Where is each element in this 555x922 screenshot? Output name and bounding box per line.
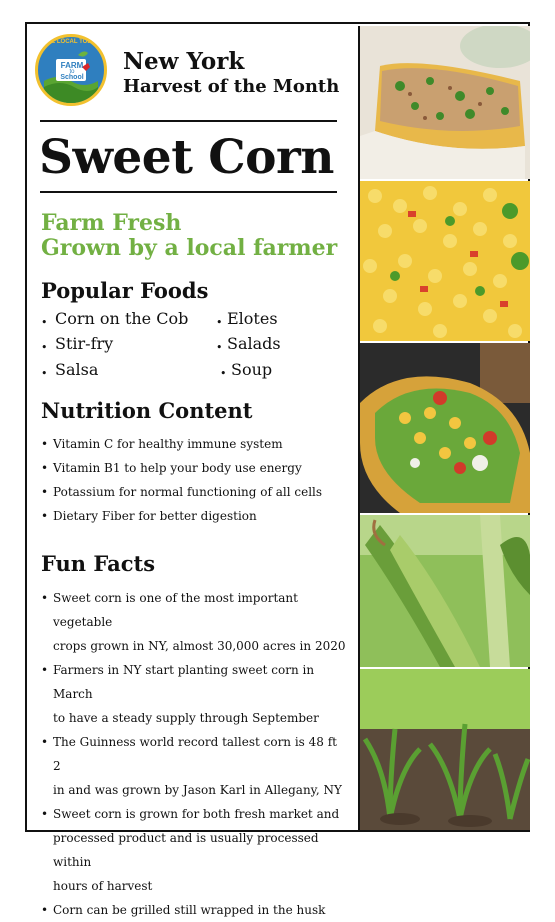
bullet: • bbox=[220, 367, 227, 380]
photo-column bbox=[358, 26, 530, 830]
bullet: • bbox=[41, 367, 48, 380]
farm-to-school-logo bbox=[35, 34, 107, 106]
bullet: • bbox=[41, 437, 49, 451]
bullet: • bbox=[41, 485, 49, 499]
food-item: Stir-fry bbox=[55, 334, 114, 353]
fun-fact-item: • Sweet corn is one of the most important vegetable crops grown in NY, almost 30,000 acres in 2020 bbox=[53, 586, 348, 658]
bullet: • bbox=[216, 341, 223, 354]
nutrition-list bbox=[41, 432, 348, 528]
corn-taco-photo bbox=[360, 343, 530, 513]
logo-farm: FARM bbox=[60, 61, 84, 70]
bullet: • bbox=[41, 903, 49, 917]
nutrition-item: • Potassium for normal functioning of all cells bbox=[53, 480, 348, 504]
bullet: • bbox=[41, 341, 48, 354]
corn-kernels-salad-photo bbox=[360, 181, 530, 341]
bullet: • bbox=[41, 663, 49, 677]
bullet: • bbox=[41, 316, 48, 329]
tagline-line1: Farm Fresh bbox=[41, 210, 182, 236]
food-item: Soup bbox=[231, 360, 273, 379]
bullet: • bbox=[41, 735, 49, 749]
bullet: • bbox=[41, 591, 49, 605]
fun-fact-item: • The Guinness world record tallest corn is 48 ft 2 in and was grown by Jason Karl in Allegany, NY bbox=[53, 730, 348, 802]
logo-to: to bbox=[69, 69, 75, 75]
logo-arc-text: I ATE LOCAL TODAY! bbox=[40, 39, 102, 45]
header-state: New York bbox=[123, 48, 245, 75]
bullet: • bbox=[216, 316, 223, 329]
header-subtitle: Harvest of the Month bbox=[123, 76, 340, 97]
title-rule-bottom bbox=[40, 191, 337, 193]
grilled-corn-photo bbox=[360, 26, 530, 179]
tagline-line2: Grown by a local farmer bbox=[41, 235, 338, 261]
popular-foods-heading: Popular Foods bbox=[41, 278, 209, 303]
food-item: Corn on the Cob bbox=[55, 309, 189, 328]
food-item: Salsa bbox=[55, 360, 99, 379]
nutrition-item: • Vitamin B1 to help your body use energy bbox=[53, 456, 348, 480]
fun-facts-list bbox=[41, 586, 348, 922]
food-item: Elotes bbox=[227, 309, 278, 328]
nutrition-item: • Dietary Fiber for better digestion bbox=[53, 504, 348, 528]
bullet: • bbox=[41, 807, 49, 821]
page-title: Sweet Corn bbox=[39, 130, 334, 185]
food-item: Salads bbox=[227, 334, 281, 353]
fun-fact-item: • Farmers in NY start planting sweet corn in March to have a steady supply through September bbox=[53, 658, 348, 730]
bullet: • bbox=[41, 461, 49, 475]
logo-school: School bbox=[60, 74, 84, 81]
title-rule-top bbox=[40, 120, 337, 122]
fun-facts-heading: Fun Facts bbox=[41, 551, 156, 576]
nutrition-item: • Vitamin C for healthy immune system bbox=[53, 432, 348, 456]
nutrition-heading: Nutrition Content bbox=[41, 398, 253, 423]
fun-fact-item: • Sweet corn is grown for both fresh market and processed product and is usually processed within hours of harvest bbox=[53, 802, 348, 898]
bullet: • bbox=[41, 509, 49, 523]
fun-fact-item: • Corn can be grilled still wrapped in the husk bbox=[53, 898, 348, 922]
corn-seedlings-photo bbox=[360, 669, 530, 830]
left-panel bbox=[27, 24, 355, 917]
corn-ears-on-stalk-photo bbox=[360, 515, 530, 667]
